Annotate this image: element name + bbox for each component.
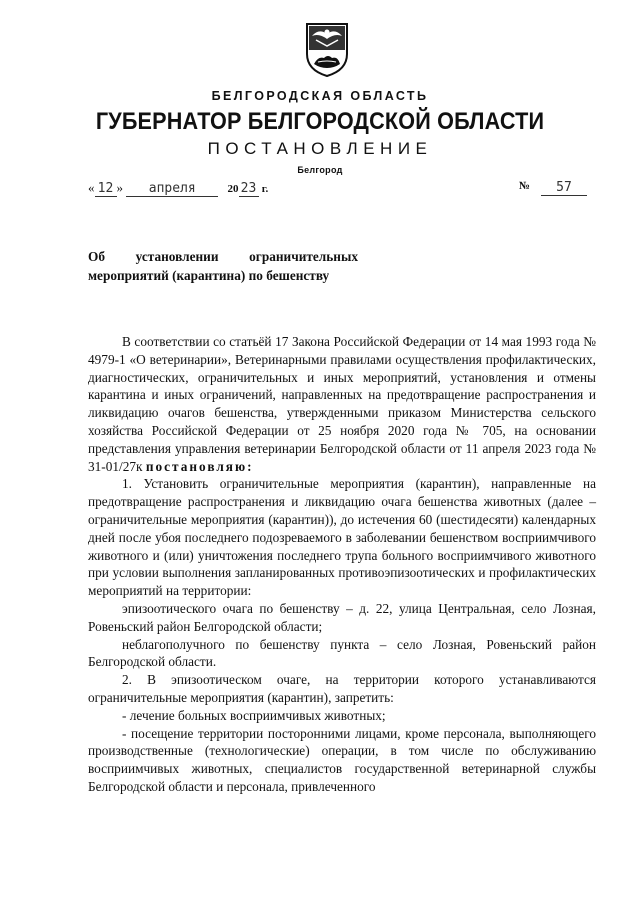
date-number-line xyxy=(88,180,588,200)
decree-body xyxy=(88,333,596,796)
decree-number: 57 xyxy=(541,180,587,196)
coat-of-arms-emblem xyxy=(304,20,350,78)
resolve-word: постановляю: xyxy=(145,458,254,474)
ban-1-paragraph: - лечение больных восприимчивых животных; xyxy=(122,707,386,723)
city-name: Белгород xyxy=(297,165,343,175)
belgorod-coat-of-arms-icon xyxy=(304,20,350,78)
date-month: апреля xyxy=(126,181,218,197)
region-name: БЕЛГОРОДСКАЯ ОБЛАСТЬ xyxy=(211,89,429,103)
date-quote-close: » xyxy=(116,180,123,195)
item-2-paragraph: 2. В эпизоотическом очаге, на территории которого устанавливаются ограничительные мероприятия (карантин), запретить: xyxy=(88,672,596,705)
subject-line-1: Об установлении ограничительных xyxy=(88,249,358,264)
date-day: 12 xyxy=(95,181,117,197)
date-year-abbr: г. xyxy=(261,183,269,195)
decree-subject xyxy=(88,247,358,285)
ban-2-paragraph: - посещение территории посторонними лицами, кроме персонала, выполняющего производственные (технологические) операции, в том числе по обслуживанию восприимчивых животных, специалистов государственной ветеринарной службы Белгородской области и персонала, привлеченного xyxy=(88,725,596,794)
date-quote-open: « xyxy=(88,180,95,195)
date-year-suffix: 23 xyxy=(239,181,259,197)
unsafe-point-paragraph: неблагополучного по бешенству пункта – село Лозная, Ровеньский район Белгородской области. xyxy=(88,636,596,670)
document-type: ПОСТАНОВЛЕНИЕ xyxy=(207,139,433,158)
governor-title: ГУБЕРНАТОР БЕЛГОРОДСКОЙ ОБЛАСТИ xyxy=(95,108,545,135)
item-1-paragraph: 1. Установить ограничительные мероприятия (карантин), направленные на предотвращение распространения и ликвидацию очага бешенства животных (далее – ограничительные мероприятия (карантин)), до истечения 60 (шестидесяти) календарных дней после убоя последнего подозреваемого в заболевании бешенством восприимчивого животного и (или) уничтожения последнего трупа больного восприимчивого животного при условии выполнения запланированных противоэпизоотических и профилактических мероприятий на территории: xyxy=(88,476,596,599)
decree-number-label: № xyxy=(519,180,531,192)
subject-line-2: мероприятий (карантина) по бешенству xyxy=(88,268,330,283)
focus-territory-paragraph: эпизоотического очага по бешенству – д. 22, улица Центральная, село Лозная, Ровеньский район Белгородской области; xyxy=(88,600,596,634)
date-year-prefix: 20 xyxy=(227,183,239,195)
intro-text: В соответствии со статьёй 17 Закона Российской Федерации от 14 мая 1993 года № 4979-1 «О ветеринарии», Ветеринарными правилами осуществления профилактических, диагностических, ограничительных и иных мероприятий, установления и отмены карантина и иных ограничений, направленных на предотвращение распространения и ликвидацию очагов бешенства, утвержденными приказом Министерства сельского хозяйства Российской Федерации от 25 ноября 2020 года № 705, на основании представления управления ветеринарии Белгородской области от 11 апреля 2023 года № 31-01/27к xyxy=(88,334,596,474)
intro-paragraph xyxy=(88,333,596,475)
